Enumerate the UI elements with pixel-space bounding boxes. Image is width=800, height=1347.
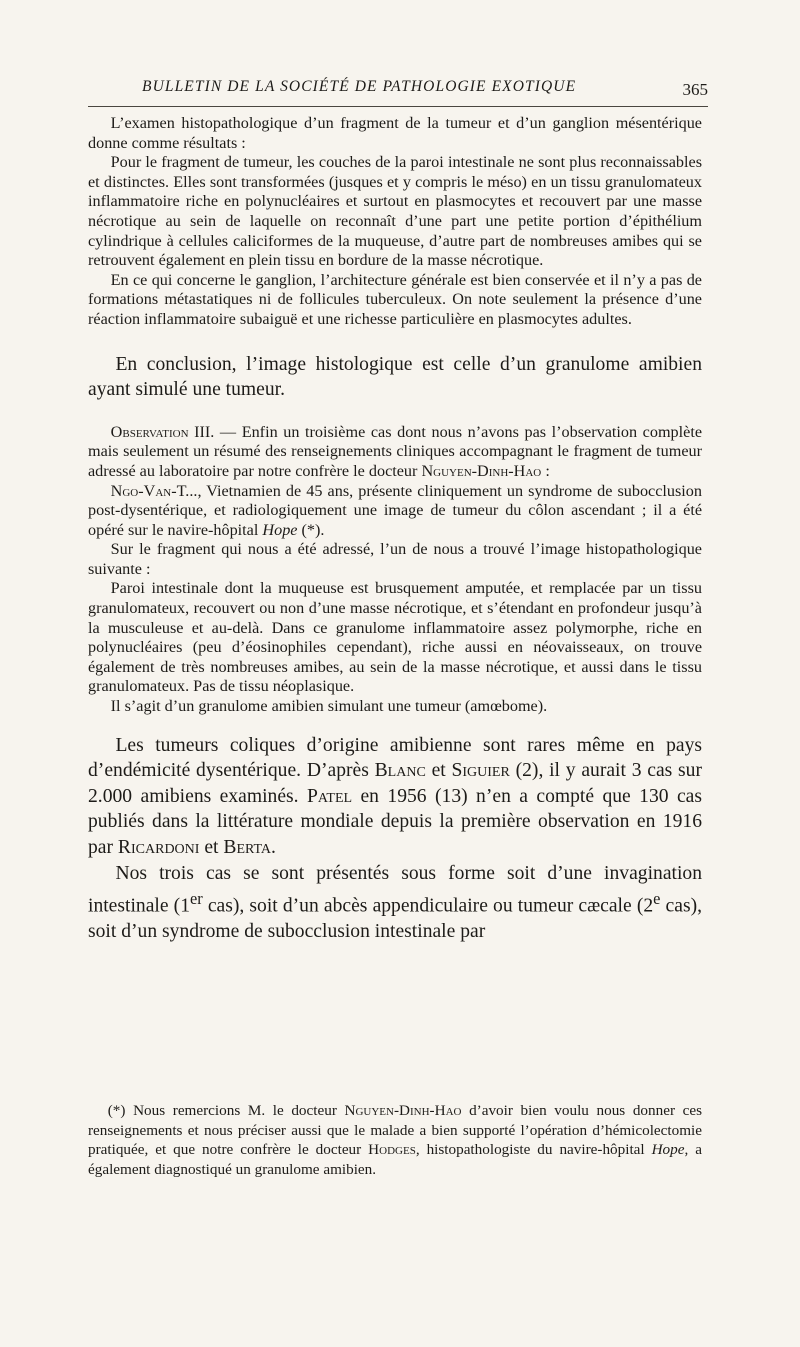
patient-name: Ngo-Van-T... <box>110 481 198 500</box>
author-ricardoni: Ricardoni <box>117 837 200 858</box>
running-header <box>88 74 708 106</box>
superscript: e <box>653 889 661 909</box>
paragraph-conclusion: En conclusion, l’image histologique est celle d’un granulome amibien ayant simulé une tumeur. <box>88 353 702 401</box>
author-berta: Berta <box>223 837 272 858</box>
paragraph-amoebome: Il s’agit d’un granulome amibien simulant une tumeur (amœbome). <box>110 697 548 716</box>
ship-name: Hope <box>262 520 298 539</box>
text-run: cas), soit d’un syndrome de subocclusion intestinale par <box>88 895 703 943</box>
paragraph-examen: L’examen histopathologique d’un fragment de la tumeur et d’un ganglion mésentérique donne comme résultats : <box>88 114 702 152</box>
main-text <box>88 114 702 945</box>
ship-name: Hope <box>651 1141 685 1159</box>
author-blanc: Blanc <box>374 760 426 782</box>
text-run: , histopathologiste du navire-hôpital <box>415 1141 652 1159</box>
observation-text: — Enfin un troisième cas dont nous n’avons pas l’observation complète mais seulement un résumé des renseignements cliniques accompagnant le fragment de tumeur adressé au laboratoire par notre confrère le docteur <box>88 422 703 480</box>
superscript: er <box>190 889 203 909</box>
discussion-section <box>88 733 702 945</box>
paragraph-ganglion: En ce qui concerne le ganglion, l’architecture générale est bien conservée et il n’y a pas de formations métastatiques ni de follicules tuberculeux. On note seulement la présence d’une réaction inflammatoire subaiguë et une richesse particulière en plasmocytes adultes. <box>88 270 702 328</box>
patient-text: , Vietnamien de 45 ans, présente cliniquement un syndrome de subocclusion post-dysentérique, et radiologiquement une image de tumeur du côlon ascendant ; il a été opéré sur le navire-hôpital <box>88 481 702 539</box>
observation-label: Observation <box>110 422 189 441</box>
text-run: Nos trois cas se sont présentés sous forme soit d’une invagination intestinale (1 <box>88 862 702 917</box>
author-patel: Patel <box>306 785 353 807</box>
text-run: et <box>199 837 224 858</box>
text-run: (*) Nous remercions M. le docteur <box>107 1102 345 1119</box>
doctor-name: Nguyen-Dinh-Hao <box>344 1102 462 1119</box>
footnote-ref: (*). <box>297 520 325 539</box>
text-run: et <box>425 760 452 782</box>
doctor-name: Nguyen-Dinh-Hao <box>421 461 542 480</box>
paragraph-observation <box>88 423 702 482</box>
footnote-text <box>88 1101 702 1179</box>
footnote <box>88 1101 702 1179</box>
paragraph-nos-trois-cas <box>88 861 702 945</box>
histology-section <box>88 114 702 330</box>
paragraph-tumeurs-coliques <box>88 733 702 861</box>
paragraph-patient <box>88 482 702 541</box>
text-run: Les tumeurs coliques d’origine amibienne sont rares même en pays d’endémicité dysentérique. D’après <box>88 734 702 782</box>
text-run: (2), il y aurait 3 cas sur 2.000 amibiens examinés. <box>88 760 702 807</box>
paragraph-fragment-tumeur: Pour le fragment de tumeur, les couches de la paroi intestinale ne sont plus reconnaissables et distinctes. Elles sont transformées (jusques et y compris le méso) en un tissu granulomateux inflammatoire riche en polynucléaires et surtout en plasmocytes et recouvert par une masse nécrotique au sein de laquelle on reconnaît d’une part une petite portion d’épithélium cylindrique à cellules caliciformes de la muqueuse, d’autre part de nombreuses amibes qui se retrouvent également en plein tissu en bordure de la masse nécrotique. <box>88 153 702 270</box>
text-run: . <box>271 837 276 858</box>
text-run: cas), soit d’un abcès appendiculaire ou tumeur cæcale (2 <box>202 895 654 917</box>
text-run: , a également diagnostiqué un granulome amibien. <box>88 1141 702 1178</box>
page-number: 365 <box>682 80 708 99</box>
paragraph-fragment-adresse: Sur le fragment qui nous a été adressé, l’un de nous a trouvé l’image histopathologique suivante : <box>88 540 702 578</box>
header-rule <box>88 106 708 107</box>
text-run: en 1956 (13) n’en a compté que 130 cas publiés dans la littérature mondiale depuis la première observation en 1916 par <box>88 785 702 858</box>
journal-title: BULLETIN DE LA SOCIÉTÉ DE PATHOLOGIE EXOTIQUE <box>142 78 577 95</box>
paragraph-paroi: Paroi intestinale dont la muqueuse est brusquement amputée, et remplacée par un tissu granulomateux, recouvert ou non d’une masse nécrotique, et s’étendant en profondeur jusqu’à la musculeuse et au-delà. Dans ce granulome inflammatoire assez polymorphe, riche en polynucléaires (peu d’éosinophiles cependant), riche aussi en néovaisseaux, on trouve également de très nombreuses amibes, au sein de la masse nécrotique, et aussi dans le tissu granulomateux. Pas de tissu néoplasique. <box>88 579 702 696</box>
conclusion-section <box>88 352 702 403</box>
author-siguier: Siguier <box>451 760 510 782</box>
observation-number: III. <box>194 422 215 441</box>
observation-section <box>88 423 702 717</box>
doctor-hodges: Hodges <box>368 1141 416 1159</box>
observation-text-end: : <box>541 461 550 480</box>
text-run: d’avoir bien voulu nous donner ces renseignements et nous préciser aussi que le malade a bien supporté l’opération d’hémicolectomie pratiquée, et que notre confrère le docteur <box>88 1102 703 1159</box>
